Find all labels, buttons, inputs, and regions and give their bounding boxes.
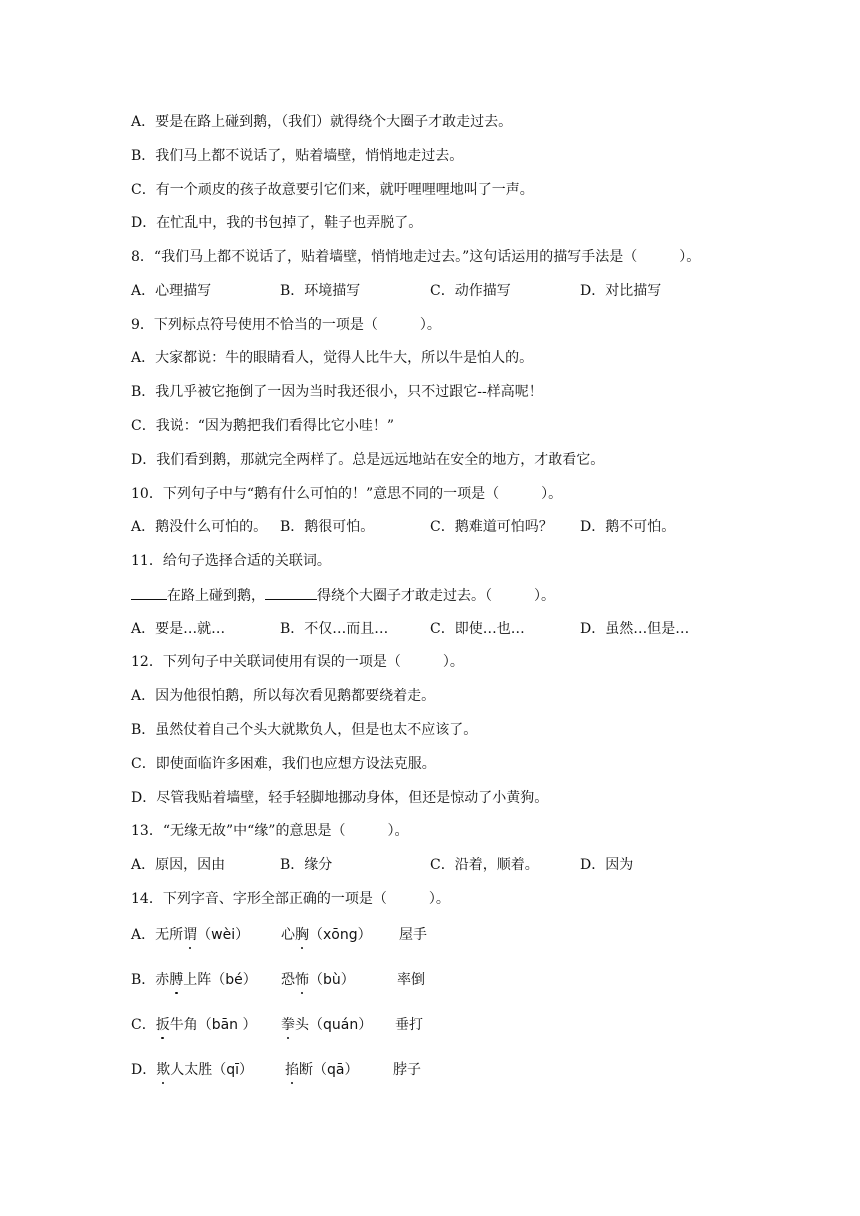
q10-option-d: D．鹅不可怕。 xyxy=(580,519,676,535)
q14-b-word2-pre: 恐 xyxy=(281,972,295,988)
q7-option-b: B．我们马上都不说话了，贴着墙壁，悄悄地走过去。 xyxy=(131,148,464,164)
q14-d-label: D． xyxy=(131,1062,157,1078)
q14-d-pinyin2: （qā） xyxy=(313,1062,359,1078)
q7-option-c: C．有一个顽皮的孩子故意要引它们来，就吁哩哩哩地叫了一声。 xyxy=(131,182,534,198)
q8-option-c: C．动作描写 xyxy=(430,283,511,299)
q14-option-a-word2 xyxy=(281,925,372,945)
q12-stem: 12．下列句子中关联词使用有误的一项是（ ）。 xyxy=(131,654,464,670)
q14-a-pinyin2: （xōng） xyxy=(309,927,372,943)
q14-b-word1-pre: 赤 xyxy=(155,972,170,988)
q11-sentence xyxy=(131,585,555,606)
q14-option-b xyxy=(131,970,257,990)
q7-option-a: A．要是在路上碰到鹅，（我们）就得绕个大圈子才敢走过去。 xyxy=(131,114,513,130)
q14-b-pinyin2: （bù） xyxy=(309,972,355,988)
q10-stem: 10．下列句子中与“鹅有什么可怕的！”意思不同的一项是（ ）。 xyxy=(131,486,563,502)
q12-option-b: B．虽然仗着自己个头大就欺负人，但是也太不应该了。 xyxy=(131,722,478,738)
q8-stem: 8．“我们马上都不说话了，贴着墙壁，悄悄地走过去。”这句话运用的描写手法是（ ）。 xyxy=(131,249,701,265)
q14-c-word2-post: 头 xyxy=(295,1017,309,1033)
q11-sentence-end: 得绕个大圈子才敢走过去。（ ）。 xyxy=(317,588,555,604)
q13-option-c: C．沿着，顺着。 xyxy=(430,857,539,873)
q14-a-word1-pre: 无所 xyxy=(155,927,184,943)
q14-b-word1-dotted: 膊 xyxy=(169,972,184,988)
q14-a-pinyin1: （wèi） xyxy=(197,927,250,943)
q14-c-word1-post: 牛角 xyxy=(169,1017,198,1033)
q14-option-d xyxy=(131,1060,253,1080)
q8-option-a: A．心理描写 xyxy=(131,283,212,299)
q14-d-word3: 脖子 xyxy=(393,1062,421,1078)
q9-option-d: D．我们看到鹅，那就完全两样了。总是远远地站在安全的地方，才敢看它。 xyxy=(131,452,605,468)
q12-option-c: C．即使面临许多困难，我们也应想方设法克服。 xyxy=(131,756,436,772)
q14-c-pinyin2: （quán） xyxy=(309,1017,373,1033)
q14-option-d-word2 xyxy=(285,1060,358,1080)
q11-option-c: C．即使…也… xyxy=(430,621,525,637)
q13-stem: 13．“无缘无故”中“缘”的意思是（ ）。 xyxy=(131,823,409,839)
q14-stem: 14．下列字音、字形全部正确的一项是（ ）。 xyxy=(131,891,450,907)
q14-a-label: A． xyxy=(131,927,156,943)
q14-a-word2-dotted: 胸 xyxy=(295,927,309,943)
q14-option-a xyxy=(131,925,249,945)
q14-a-word1-dotted: 谓 xyxy=(183,927,198,943)
q11-option-a: A．要是…就… xyxy=(131,621,226,637)
q14-b-word2-dotted: 怖 xyxy=(295,972,309,988)
q11-option-d: D．虽然…但是… xyxy=(580,621,690,637)
q10-option-c: C．鹅难道可怕吗？ xyxy=(430,519,553,535)
q14-c-word3: 垂打 xyxy=(395,1017,423,1033)
q8-option-d: D．对比描写 xyxy=(580,283,662,299)
q9-option-c: C．我说：“因为鹅把我们看得比它小哇！” xyxy=(131,418,395,434)
q13-option-a: A．原因，因由 xyxy=(131,857,226,873)
q10-option-a: A．鹅没什么可怕的。 xyxy=(131,519,268,535)
q11-stem: 11．给句子选择合适的关联词。 xyxy=(131,553,331,569)
q13-option-d: D．因为 xyxy=(580,857,634,873)
q11-option-b: B．不仅…而且… xyxy=(280,621,389,637)
q14-b-label: B． xyxy=(131,972,156,988)
q11-sentence-mid: 在路上碰到鹅， xyxy=(167,588,265,604)
q9-option-a: A．大家都说：牛的眼睛看人，觉得人比牛大，所以牛是怕人的。 xyxy=(131,350,534,366)
q14-d-word1-post: 人太胜 xyxy=(170,1062,213,1078)
q14-option-c-word2 xyxy=(281,1015,372,1035)
q12-option-a: A．因为他很怕鹅，所以每次看见鹅都要绕着走。 xyxy=(131,688,436,704)
q14-d-pinyin1: （qī） xyxy=(212,1062,254,1078)
q10-option-b: B．鹅很可怕。 xyxy=(280,519,375,535)
q14-c-word1-dotted: 扳 xyxy=(155,1017,170,1033)
q14-a-word2-pre: 心 xyxy=(281,927,295,943)
q11-blank-1[interactable] xyxy=(131,585,167,600)
q14-c-pinyin1: （bān ） xyxy=(197,1017,257,1033)
q8-option-b: B．环境描写 xyxy=(280,283,361,299)
q14-c-word2-dotted: 拳 xyxy=(281,1017,295,1033)
q14-c-label: C． xyxy=(131,1017,156,1033)
q14-option-b-word2 xyxy=(281,970,355,990)
q14-b-word3: 率倒 xyxy=(397,972,425,988)
q14-b-pinyin1: （bé） xyxy=(211,972,257,988)
q14-d-word2-dotted: 掐 xyxy=(285,1062,299,1078)
q14-b-word1-post: 上阵 xyxy=(183,972,212,988)
q14-d-word2-post: 断 xyxy=(299,1062,313,1078)
q9-stem: 9．下列标点符号使用不恰当的一项是（ ）。 xyxy=(131,317,441,333)
q14-d-word1-dotted: 欺 xyxy=(156,1062,171,1078)
q12-option-d: D．尽管我贴着墙壁，轻手轻脚地挪动身体，但还是惊动了小黄狗。 xyxy=(131,790,549,806)
q7-option-d: D．在忙乱中，我的书包掉了，鞋子也弄脱了。 xyxy=(131,215,423,231)
q14-option-c xyxy=(131,1015,257,1035)
q14-a-word3: 屋手 xyxy=(399,927,427,943)
q9-option-b: B．我几乎被它拖倒了一因为当时我还很小，只不过跟它--样高呢！ xyxy=(131,384,543,400)
q11-blank-2[interactable] xyxy=(265,585,317,600)
q13-option-b: B．缘分 xyxy=(280,857,333,873)
